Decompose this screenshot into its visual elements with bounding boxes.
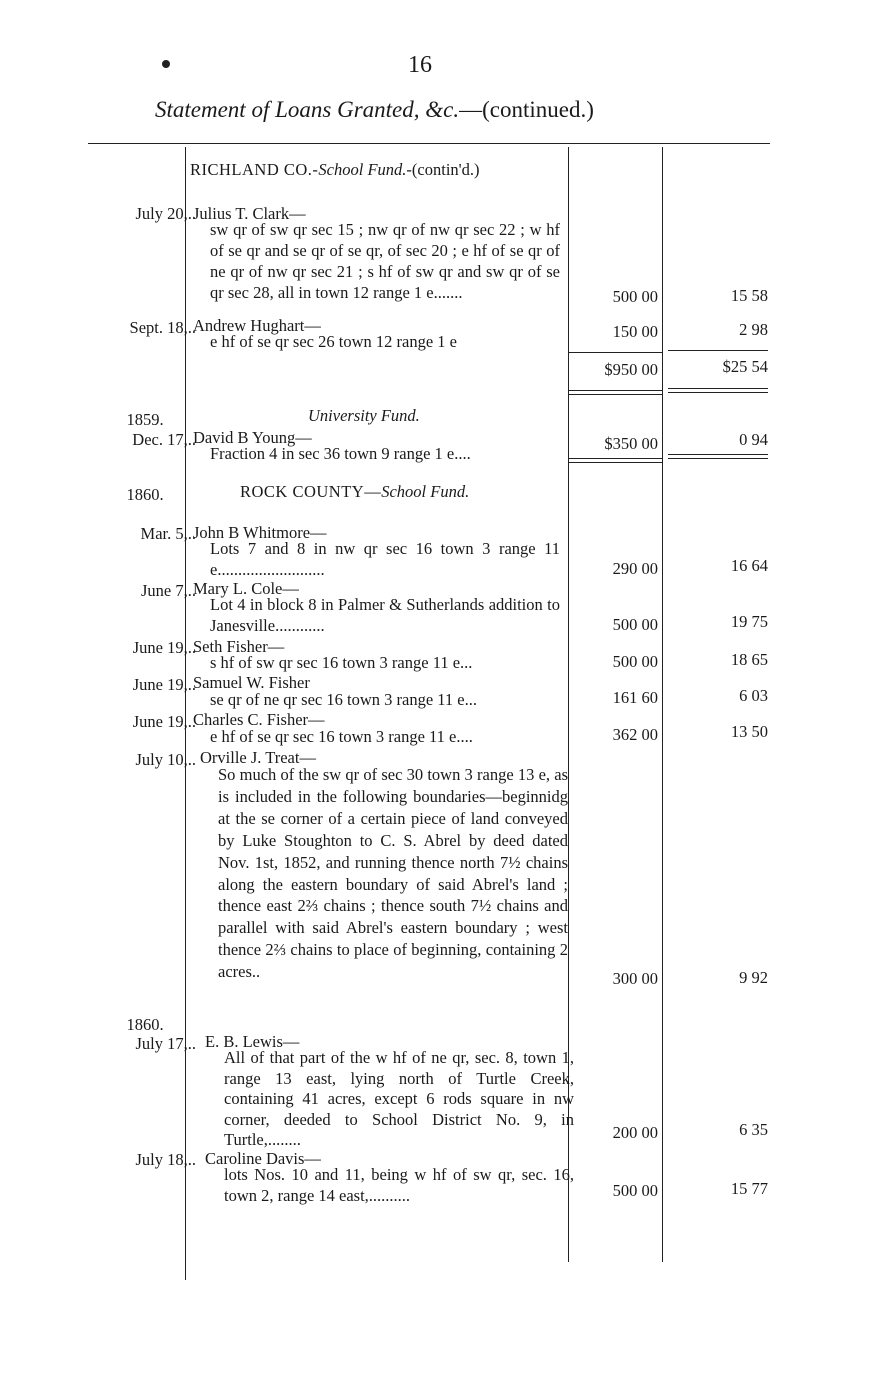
total-double-rule xyxy=(668,458,768,459)
page-title-continued: —(continued.) xyxy=(459,97,594,122)
entry-amount: 161 60 xyxy=(612,688,658,707)
entry-name: John B Whitmore— xyxy=(193,523,327,542)
richland-heading xyxy=(190,160,480,180)
entry-name: Seth Fisher— xyxy=(193,637,285,656)
richland-heading-fund: School Fund. xyxy=(318,160,407,179)
entry-interest: 0 94 xyxy=(739,430,768,449)
entry-description: Fraction 4 in sec 36 town 9 range 1 e.... xyxy=(210,444,471,463)
year-label: 1859. xyxy=(126,410,164,429)
entry-name: Mary L. Cole— xyxy=(193,579,299,598)
entry-description: e hf of se qr sec 16 town 3 range 11 e.... xyxy=(210,727,473,746)
entry-date: June 19,.. xyxy=(132,712,196,731)
total-interest: $25 54 xyxy=(722,357,768,376)
total-double-rule xyxy=(568,462,662,463)
entry-date: July 18,.. xyxy=(135,1150,196,1169)
richland-heading-county: RICHLAND CO.- xyxy=(190,160,319,179)
entry-name: Samuel W. Fisher xyxy=(193,673,310,692)
entry-amount: 300 00 xyxy=(612,969,658,988)
entry-date: Sept. 18,.. xyxy=(129,318,196,337)
year-label: 1860. xyxy=(126,485,164,504)
entry-name: David B Young— xyxy=(193,428,312,447)
entry-amount: 362 00 xyxy=(612,725,658,744)
page-number: 16 xyxy=(408,52,432,78)
total-double-rule xyxy=(568,390,662,391)
entry-amount: 500 00 xyxy=(612,1181,658,1200)
entry-description: s hf of sw qr sec 16 town 3 range 11 e... xyxy=(210,653,473,672)
title-rule xyxy=(88,143,770,144)
bullet-mark xyxy=(162,60,170,68)
entry-interest: 6 03 xyxy=(739,686,768,705)
entry-date: Dec. 17,.. xyxy=(132,430,196,449)
entry-name: Charles C. Fisher— xyxy=(193,710,325,729)
entry-description: Lots 7 and 8 in nw qr sec 16 town 3 range 11 e.......................... xyxy=(210,539,560,579)
entry-date: July 20,.. xyxy=(135,204,196,223)
page-title xyxy=(155,97,755,123)
entry-interest: 18 65 xyxy=(730,650,768,669)
amount-column-rule-right xyxy=(662,147,663,1262)
page-title-main: Statement of Loans Granted, &c. xyxy=(155,97,460,122)
entry-name: E. B. Lewis— xyxy=(205,1032,300,1051)
richland-heading-tail: -(contin'd.) xyxy=(406,160,480,179)
entry-interest: 15 58 xyxy=(730,286,768,305)
entry-description: sw qr of sw qr sec 15 ; nw qr of nw qr sec 22 ; w hf of se qr and se qr of se qr, of sec 20 ; e hf of se qr of ne qr of nw qr sec 21 ; s hf of sw qr and sw qr of se qr sec 28, all in town 12 range 1 e....... xyxy=(210,220,560,302)
entry-interest: 2 98 xyxy=(739,320,768,339)
total-double-rule xyxy=(568,458,662,459)
entry-interest: 19 75 xyxy=(730,612,768,631)
entry-interest: 13 50 xyxy=(730,722,768,741)
total-double-rule xyxy=(668,454,768,455)
entry-name: Andrew Hughart— xyxy=(193,316,321,335)
university-fund-heading: University Fund. xyxy=(308,406,420,425)
total-double-rule xyxy=(668,388,768,389)
entry-description: e hf of se qr sec 26 town 12 range 1 e xyxy=(210,332,457,351)
entry-name: Julius T. Clark— xyxy=(193,204,306,223)
entry-amount: 500 00 xyxy=(612,652,658,671)
entry-amount: 500 00 xyxy=(612,615,658,634)
subtotal-rule xyxy=(568,352,662,353)
entry-date: June 19,.. xyxy=(132,638,196,657)
entry-amount: 200 00 xyxy=(612,1123,658,1142)
entry-interest: 9 92 xyxy=(739,968,768,987)
entry-amount: 500 00 xyxy=(612,287,658,306)
rock-county-heading-county: ROCK COUNTY— xyxy=(240,482,382,501)
entry-interest: 6 35 xyxy=(739,1120,768,1139)
entry-date: July 17,.. xyxy=(135,1034,196,1053)
entry-description: All of that part of the w hf of ne qr, sec. 8, town 1, range 13 east, lying north of Turtle Creek, containing 41 acres, except 6 rods square in nw corner, deeded to School District No. 9, in Turtle,........ xyxy=(224,1048,574,1149)
entry-date: June 7,.. xyxy=(141,581,196,600)
entry-date: July 10,.. xyxy=(135,750,196,769)
year-label: 1860. xyxy=(126,1015,164,1034)
entry-description: So much of the sw qr of sec 30 town 3 range 13 e, as is included in the following boundaries—beginnidg at the se corner of a certain piece of land conveyed by Luke Stoughton to C. S. Abrel by deed dated Nov. 1st, 1852, and running thence north 7½ chains along the eastern boundary of said Abrel's land ; thence east 2⅔ chains ; thence south 7½ chains and parallel with said Abrel's eastern boundary ; west thence 2⅔ chains to place of beginning, containing 2 acres.. xyxy=(218,765,568,982)
entry-description: se qr of ne qr sec 16 town 3 range 11 e... xyxy=(210,690,477,709)
entry-interest: 16 64 xyxy=(730,556,768,575)
entry-amount: 290 00 xyxy=(612,559,658,578)
entry-amount: $350 00 xyxy=(604,434,658,453)
total-double-rule xyxy=(568,394,662,395)
rock-county-heading-fund: School Fund. xyxy=(381,482,470,501)
entry-name: Caroline Davis— xyxy=(205,1149,321,1168)
subtotal-rule xyxy=(668,350,768,351)
entry-description: lots Nos. 10 and 11, being w hf of sw qr, sec. 16, town 2, range 14 east,.......... xyxy=(224,1165,574,1205)
total-double-rule xyxy=(668,392,768,393)
entry-amount: 150 00 xyxy=(612,322,658,341)
entry-name: Orville J. Treat— xyxy=(200,748,316,767)
rock-county-heading xyxy=(240,482,469,502)
entry-date: June 19,.. xyxy=(132,675,196,694)
entry-date: Mar. 5,.. xyxy=(140,524,196,543)
entry-interest: 15 77 xyxy=(730,1179,768,1198)
entry-description: Lot 4 in block 8 in Palmer & Sutherlands addition to Janesville............ xyxy=(210,595,560,635)
total-amount: $950 00 xyxy=(604,360,658,379)
